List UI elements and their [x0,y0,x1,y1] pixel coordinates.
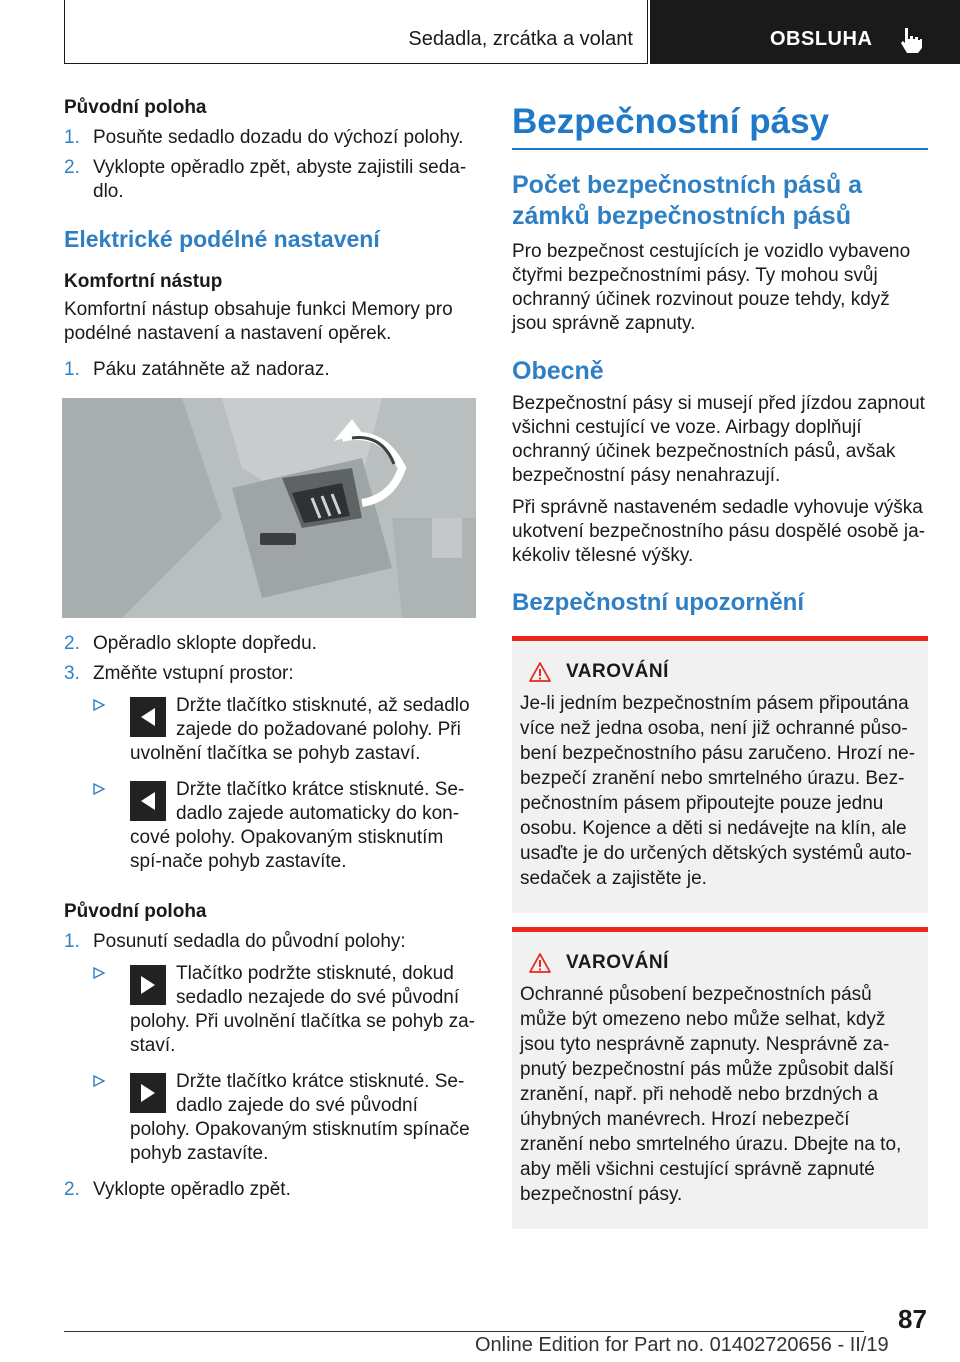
warning-box [512,636,928,913]
sub-bullet [93,962,476,1058]
warning-header [528,661,916,683]
bullet-text: Držte tlačítko stisknuté, až sedadlo zajede do požadované polohy. Při uvolnění tlačítka se pohyb zastaví. [130,695,470,764]
bullet-text: Držte tlačítko krátce stisknuté. Se-dadlo zajede automaticky do kon-cové polohy. Opakovaným stisknutím spí-nače pohyb zastavíte. [130,779,465,872]
electric-adjustment-heading: Elektrické podélné nastavení [64,226,380,252]
header-chapter-tab [650,0,960,64]
seat-lever-illustration [62,398,476,618]
page-number: 87 [898,1304,927,1334]
original-position-steps [64,126,476,204]
list-item [64,156,476,204]
step-number: 1. [64,931,80,952]
seat-forward-button-icon [130,1073,166,1113]
warning-text: Ochranné působení bezpečnostních pásů může být omezeno nebo může selhat, když jsou tyto nesprávně zapnuty. Nesprávně za-pnutý bezpečnostní pás může způsobit další zranění, např. při nehodě nebo brzdných a úhybných manévrech. Hrozí nebezpečí zranění nebo smrtelného úrazu. Dbejte na to, aby měli všichni cestující správně zapnuté bezpečnostní pásy. [520,984,902,1205]
general-text-2: Při správně nastaveném sedadle vyhovuje výška ukotvení bezpečnostního pásu dospělé osobě ja-kékoliv tělesné výšky. [512,497,926,566]
header-section-title: Sedadla, zrcátka a volant [408,28,633,50]
seat-lever-photo [62,398,476,618]
triangle-bullet-icon [93,699,105,711]
step-number: 2. [64,157,80,178]
list-item [64,930,476,954]
warning-title: VAROVÁNÍ [566,952,669,973]
sub-bullet [93,1070,476,1166]
comfort-entry-heading: Komfortní nástup [64,271,223,292]
seat-forward-button-icon [130,965,166,1005]
step-number: 3. [64,663,80,684]
seat-back-button-icon [130,697,166,737]
warning-triangle-icon [528,952,552,974]
step-number: 2. [64,1179,80,1200]
right-column [512,100,928,1229]
list-item [64,1178,476,1202]
safety-notes-heading: Bezpečnostní upozornění [512,589,805,616]
footer-divider [64,1331,864,1332]
footer-edition-text: Online Edition for Part no. 01402720656 - II/19 [475,1334,889,1356]
warning-text: Je-li jedním bezpečnostním pásem připoutána více než jedna osoba, není již ochranné půso-bení bezpečnostního pásu zaručeno. Hrozí ne-bezpečí zranění nebo smrtelného úrazu. Bez-pečnostním pásem připoutejte pouze jednu osobu. Kojence a děti si nedávejte na klín, ale usaďte je do určených dětských systémů auto-sedaček a zajistěte je. [520,693,916,889]
title-divider [512,148,928,150]
header-chapter-label: OBSLUHA [770,28,873,50]
step-text: Posunutí sedadla do původní polohy: [93,931,406,952]
triangle-bullet-icon [93,967,105,979]
original-position-steps-3 [64,1178,476,1202]
list-item [64,358,476,382]
list-item [64,662,476,686]
step-text: Vyklopte opěradlo zpět. [93,1179,291,1200]
sub-bullet [93,778,476,874]
general-heading: Obecně [512,357,604,385]
step-text: Posuňte sedadlo dozadu do výchozí polohy. [93,127,464,148]
original-position-heading: Původní poloha [64,97,207,118]
page-title: Bezpečnostní pásy [512,102,830,141]
warning-triangle-icon [528,661,552,683]
header-section-box [64,0,648,64]
step-text: Páku zatáhněte až nadoraz. [93,359,330,380]
left-column [64,96,476,1208]
hand-pointer-icon [898,26,924,54]
original-position-heading-2: Původní poloha [64,901,207,922]
step-number: 1. [64,359,80,380]
triangle-bullet-icon [93,1075,105,1087]
bullet-text: Držte tlačítko krátce stisknuté. Se-dadlo zajede do své původní polohy. Opakovaným stisknutím spínače pohyb zastavíte. [130,1071,470,1164]
seat-back-button-icon [130,781,166,821]
comfort-entry-text: Komfortní nástup obsahuje funkci Memory pro podélné nastavení a nastavení opěrek. [64,299,453,344]
list-item [64,126,476,150]
warning-header [528,952,916,974]
list-item [64,632,476,656]
bullet-text: Tlačítko podržte stisknuté, dokud sedadlo nezajede do své původní polohy. Při uvolnění tlačítka se pohyb za-staví. [130,963,476,1056]
general-text-1: Bezpečnostní pásy si musejí před jízdou zapnout všichni cestující ve voze. Airbagy doplňují ochranný účinek bezpečnostních pásů, avšak bezpečnostní pásy nenahrazují. [512,393,925,486]
comfort-entry-steps-b [64,632,476,686]
warning-box [512,927,928,1229]
sub-bullet [93,694,476,766]
step-text: Opěradlo sklopte dopředu. [93,633,317,654]
step-text: Vyklopte opěradlo zpět, abyste zajistili seda-dlo. [93,157,467,202]
step-text: Změňte vstupní prostor: [93,663,294,684]
belt-count-text: Pro bezpečnost cestujících je vozidlo vybaveno čtyřmi bezpečnostními pásy. Ty mohou svůj ochranný účinek rozvinout pouze tehdy, když jsou správně zapnuty. [512,241,911,334]
step-number: 2. [64,633,80,654]
triangle-bullet-icon [93,783,105,795]
comfort-entry-steps-a [64,358,476,382]
original-position-steps-2 [64,930,476,954]
belt-count-heading: Počet bezpečnostních pásů a zámků bezpečnostních pásů [512,171,863,230]
step-number: 1. [64,127,80,148]
warning-title: VAROVÁNÍ [566,661,669,682]
